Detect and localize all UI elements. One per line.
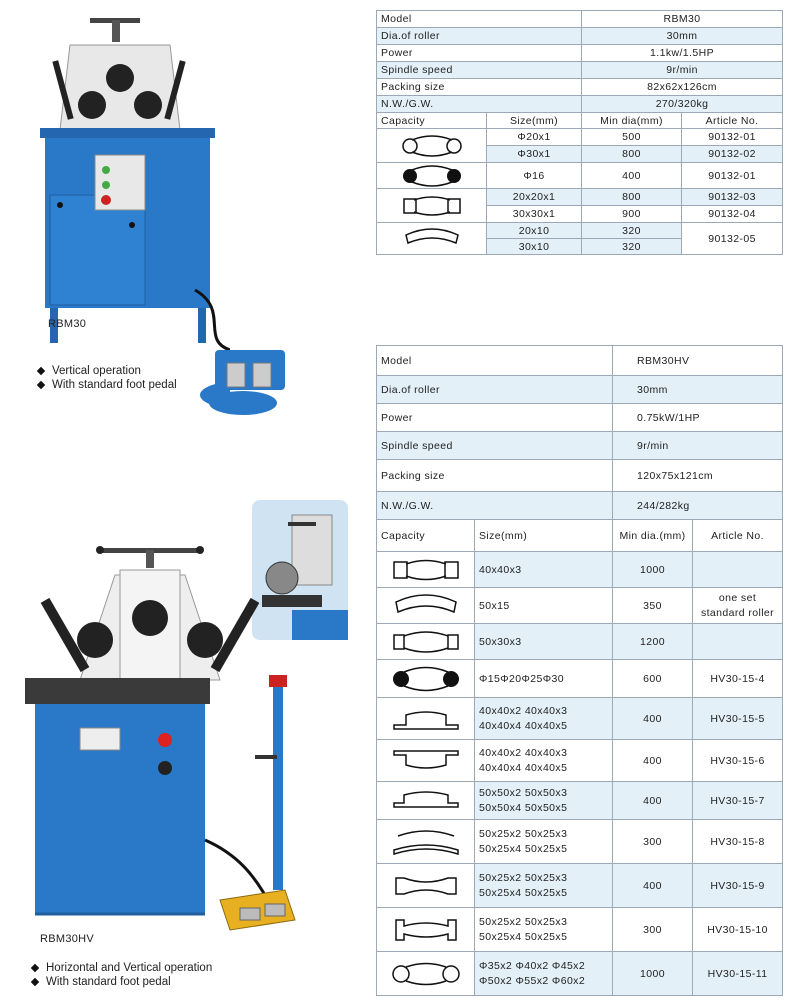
feature-item: Vertical operation [36, 364, 177, 378]
table-row: 50x30x3 1200 [377, 624, 783, 660]
table-row: 40x40x3 1000 [377, 552, 783, 588]
diamond-bullet-icon [31, 964, 39, 972]
table-row: 20x20x1 800 90132-03 [377, 189, 783, 206]
angle-tee-profile-icon [377, 782, 475, 820]
table-row: Φ15Φ20Φ25Φ30 600 HV30-15-4 [377, 660, 783, 698]
solid-round-bar-profile-icon [377, 660, 475, 698]
rbm30hv-foot-pedal-image [215, 880, 315, 940]
spec-row: Power 0.75kW/1HP [377, 404, 783, 432]
diamond-bullet-icon [31, 978, 39, 986]
feature-item: With standard foot pedal [30, 975, 212, 989]
spec-row: Packing size 82x62x126cm [377, 79, 783, 96]
table-row: 50x25x2 50x25x3 50x25x4 50x25x5 300 HV30-15-10 [377, 908, 783, 952]
solid-round-bar-profile-icon [377, 163, 487, 189]
table-row: 30x10 320 [377, 239, 783, 255]
round-tube-profile-icon [377, 952, 475, 996]
rbm30-feature-list [36, 364, 177, 392]
spec-row: N.W./G.W. 270/320kg [377, 96, 783, 113]
table-row: 50x25x2 50x25x3 50x25x4 50x25x5 400 HV30-15-9 [377, 864, 783, 908]
spec-row: Model RBM30 [377, 11, 783, 28]
spec-row: Power 1.1kw/1.5HP [377, 45, 783, 62]
table-header-row: Capacity Size(mm) Min dia(mm) Article No. [377, 113, 783, 129]
table-header-row: Capacity Size(mm) Min dia.(mm) Article No. [377, 520, 783, 552]
rbm30-spec-table [376, 10, 783, 255]
table-row: Φ30x1 800 90132-02 [377, 146, 783, 163]
table-row: 50x50x2 50x50x3 50x50x4 50x50x5 400 HV30-15-7 [377, 782, 783, 820]
spec-row: Dia.of roller 30mm [377, 28, 783, 45]
table-row: Φ16 400 90132-01 [377, 163, 783, 189]
flat-bar-profile-icon [377, 223, 487, 255]
square-tube-profile-icon [377, 552, 475, 588]
rbm30hv-caption: RBM30HV [40, 933, 95, 945]
feature-item: Horizontal and Vertical operation [30, 961, 212, 975]
table-row: Φ35x2 Φ40x2 Φ45x2 Φ50x2 Φ55x2 Φ60x2 1000 HV30-15-11 [377, 952, 783, 996]
table-row: 40x40x2 40x40x3 40x40x4 40x40x5 400 HV30-15-6 [377, 740, 783, 782]
channel-profile-icon [377, 864, 475, 908]
table-row: 20x10 320 90132-05 [377, 223, 783, 239]
angle-iron-profile-icon [377, 820, 475, 864]
rbm30-foot-pedal-image [205, 345, 295, 420]
spec-row: Dia.of roller 30mm [377, 376, 783, 404]
square-tube-profile-icon [377, 189, 487, 223]
rectangular-tube-profile-icon [377, 624, 475, 660]
spec-row: Spindle speed 9r/min [377, 62, 783, 79]
table-row: 40x40x2 40x40x3 40x40x4 40x40x5 400 HV30-15-5 [377, 698, 783, 740]
spec-row: N.W./G.W. 244/282kg [377, 492, 783, 520]
spec-row: Spindle speed 9r/min [377, 432, 783, 460]
round-tube-profile-icon [377, 129, 487, 163]
rbm30hv-spec-table [376, 345, 783, 996]
tee-section-profile-icon [377, 698, 475, 740]
tee-section-inverted-profile-icon [377, 740, 475, 782]
table-row: Φ20x1 500 90132-01 [377, 129, 783, 146]
rbm30hv-machine-image [20, 540, 320, 930]
table-row: 30x30x1 900 90132-04 [377, 206, 783, 223]
diamond-bullet-icon [37, 381, 45, 389]
table-row: 50x15 350 one set standard roller [377, 588, 783, 624]
flat-bar-profile-icon [377, 588, 475, 624]
table-row: 50x25x2 50x25x3 50x25x4 50x25x5 300 HV30-15-8 [377, 820, 783, 864]
channel-inverted-profile-icon [377, 908, 475, 952]
feature-item: With standard foot pedal [36, 378, 177, 392]
diamond-bullet-icon [37, 367, 45, 375]
rbm30hv-feature-list [30, 961, 212, 989]
spec-row: Model RBM30HV [377, 346, 783, 376]
rbm30-caption: RBM30 [48, 318, 87, 330]
spec-row: Packing size 120x75x121cm [377, 460, 783, 492]
rbm30-machine-image [30, 10, 230, 420]
